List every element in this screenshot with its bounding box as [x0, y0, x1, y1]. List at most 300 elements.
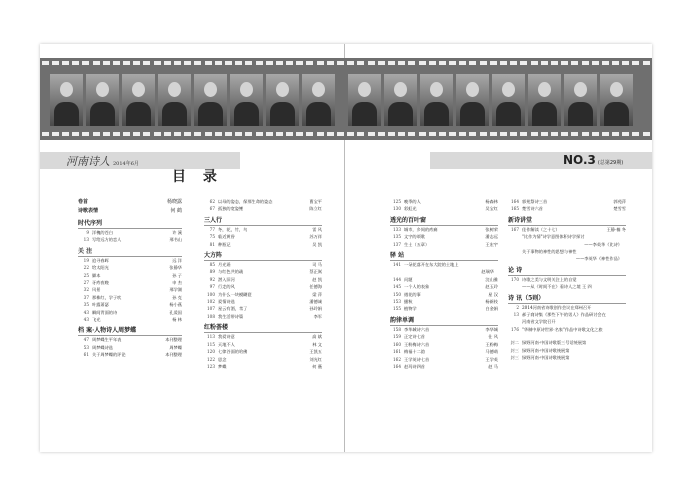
toc-author: 苏万祥: [309, 234, 322, 240]
film-holes-bottom: [40, 131, 652, 138]
sprocket-hole: [429, 61, 436, 65]
toc-author: 张树荣: [485, 226, 498, 232]
toc-author: 曹宝平: [309, 199, 322, 204]
toc-author: [606, 304, 626, 311]
masthead-date: 2014年6月: [113, 161, 139, 167]
toc-page-number: 2: [516, 304, 519, 310]
toc-page-number: 144: [393, 276, 401, 282]
sprocket-hole: [194, 132, 201, 136]
sprocket-hole: [225, 132, 232, 136]
sprocket-hole: [123, 61, 130, 65]
toc-author: 许 溪: [172, 230, 182, 235]
sprocket-hole: [317, 61, 324, 65]
toc-page-number: 122: [207, 356, 215, 362]
toc-entry: [508, 339, 626, 346]
sprocket-hole: [551, 61, 558, 65]
sprocket-hole: [368, 61, 375, 65]
sprocket-hole: [276, 132, 283, 136]
toc-page-number: 62: [209, 199, 215, 204]
toc-entry: [390, 283, 498, 290]
sprocket-hole: [612, 132, 619, 136]
sprocket-hole: [378, 61, 385, 65]
sprocket-hole: [398, 61, 405, 65]
toc-page-number: 160: [393, 341, 401, 347]
toc-page-number: 135: [393, 234, 401, 240]
toc-page-number: 67: [209, 206, 215, 212]
sprocket-hole: [632, 132, 639, 136]
sprocket-hole: [571, 132, 578, 136]
toc-entry-title: 郭苑祭诗三首: [522, 199, 548, 204]
sprocket-hole: [520, 132, 527, 136]
toc-section-heading: 新诗讲堂: [508, 216, 626, 226]
toc-author: 杨森林: [485, 199, 498, 204]
toc-page-number: 108: [207, 313, 215, 319]
sprocket-hole: [306, 132, 313, 136]
toc-section-heading: 论 诗: [508, 266, 626, 276]
toc-entry: [78, 351, 182, 358]
sprocket-hole: [520, 61, 527, 65]
issue-number: [563, 153, 623, 167]
toc-entry-title: 播秋: [404, 299, 413, 305]
portrait-photo: [230, 74, 263, 126]
sprocket-hole: [347, 61, 354, 65]
toc-page-number: 97: [209, 284, 215, 290]
toc-column-3: [390, 198, 498, 370]
toc-entry-title: 郝子商诗集《那些下午的男人》作品研讨会在: [522, 312, 606, 318]
sprocket-hole: [510, 61, 517, 65]
toc-entry-title: 关于周梦蝶的评论: [92, 352, 126, 358]
toc-page-number: 27: [83, 280, 89, 286]
sprocket-hole: [541, 61, 548, 65]
toc-author: 林 文: [312, 341, 322, 347]
toc-entry: [204, 268, 322, 275]
sprocket-hole: [235, 132, 242, 136]
toc-entry: [78, 286, 182, 293]
toc-subline: 关于事物的神性的思想与神性: [522, 249, 577, 255]
sprocket-hole: [490, 132, 497, 136]
toc-page-number: 75: [209, 234, 215, 240]
toc-entry: [204, 283, 322, 290]
sprocket-hole: [357, 61, 364, 65]
sprocket-hole: [276, 61, 283, 65]
toc-page-number: 封三: [510, 347, 519, 353]
sprocket-hole: [296, 132, 303, 136]
toc-entry: [204, 241, 322, 248]
sprocket-hole: [103, 132, 110, 136]
toc-entry-title: 城市，乡间的疼痛: [404, 226, 438, 232]
toc-entry-title: 风景: [92, 287, 101, 293]
toc-entry-title: 王学英诗七首: [404, 356, 430, 362]
toc-author: [478, 261, 498, 268]
toc-entry: [390, 298, 498, 305]
toc-entry-title: 王粉梅诗六首: [404, 341, 430, 347]
sprocket-hole: [439, 61, 446, 65]
toc-page-number: 120: [207, 349, 215, 355]
toc-entry: [390, 333, 498, 340]
toc-section-heading: 档 案·人物诗人周梦蝶: [78, 326, 182, 336]
sprocket-hole: [388, 61, 395, 65]
sprocket-hole: [72, 61, 79, 65]
toc-entry-title: 遇花的事: [404, 291, 421, 297]
sprocket-hole: [194, 61, 201, 65]
portrait-photo: [384, 74, 417, 126]
toc-entry-title: 正定诗七首: [404, 334, 425, 340]
toc-section-heading: 驿 站: [390, 251, 498, 261]
toc-author: 孙 子: [172, 272, 182, 278]
toc-feature-title: 卷首: [78, 199, 89, 205]
portrait-photo: [492, 74, 525, 126]
sprocket-hole: [205, 61, 212, 65]
toc-section-heading: 诗 讯（5则）: [508, 294, 626, 304]
sprocket-hole: [592, 132, 599, 136]
toc-entry: [204, 291, 322, 298]
toc-page-number: 92: [209, 276, 215, 282]
sprocket-hole: [439, 132, 446, 136]
toc-column-2: [204, 198, 322, 370]
toc-entry-title: 脚本: [92, 272, 101, 278]
toc-author: 吴宝红: [485, 206, 498, 212]
toc-page-number: 150: [393, 291, 401, 297]
toc-page-number: 133: [393, 226, 401, 232]
sprocket-hole: [551, 132, 558, 136]
toc-author: 马德萌: [485, 349, 498, 355]
toc-page-number: 35: [83, 302, 89, 308]
toc-author: 楚雪雪: [613, 206, 626, 212]
toc-author: 潘志远: [485, 234, 498, 240]
portrait-photo: [86, 74, 119, 126]
toc-entry-title: 绿野河南·中国诗歌统展第: [522, 355, 570, 361]
sprocket-hole: [500, 61, 507, 65]
toc-entry: [390, 363, 498, 370]
sprocket-hole: [205, 132, 212, 136]
toc-entry: [78, 344, 182, 351]
sprocket-hole: [571, 61, 578, 65]
toc-entry-title: 我爱诗意: [218, 334, 235, 340]
sprocket-hole: [225, 61, 232, 65]
toc-page-number: 153: [393, 299, 401, 305]
toc-author: 张静华: [169, 265, 182, 271]
toc-author: 赵玉玲: [485, 284, 498, 290]
toc-entry: [204, 233, 322, 240]
toc-author: 孙 克: [172, 294, 182, 300]
toc-entry-title: 梦蝶: [218, 363, 227, 369]
toc-subline: ——从《时间不在》看诗人之境 王 四: [522, 284, 592, 290]
toc-page-number: 43: [83, 309, 89, 315]
toc-author: [606, 311, 626, 318]
toc-entry: [390, 261, 498, 268]
toc-author: 任德海: [309, 284, 322, 290]
portrait-photo: [122, 74, 155, 126]
sprocket-hole: [266, 61, 273, 65]
sprocket-hole: [612, 61, 619, 65]
toc-entry: [390, 198, 498, 205]
toc-author: 杨晓露: [166, 199, 182, 205]
sprocket-hole: [93, 132, 100, 136]
toc-section-heading: 红粉荟楼: [204, 323, 322, 333]
toc-title: 目 录: [172, 169, 223, 185]
toc-page-number: 113: [207, 334, 215, 340]
portrait-photo: [50, 74, 83, 126]
toc-entry-title: 我生活带诗篇: [218, 313, 244, 319]
sprocket-hole: [622, 61, 629, 65]
toc-page-number: 19: [83, 257, 89, 263]
toc-entry: [508, 354, 626, 361]
toc-page-number: 43: [83, 317, 89, 323]
toc-entry-title: 冬，花，竹，鸟: [218, 226, 248, 232]
portrait-photo: [600, 74, 633, 126]
portrait-photo: [528, 74, 561, 126]
sprocket-hole: [469, 132, 476, 136]
sprocket-hole: [327, 132, 334, 136]
toc-entry: [204, 348, 322, 355]
sprocket-hole: [643, 61, 650, 65]
toc-entry: [390, 233, 498, 240]
toc-entry-title: 那株红，学子吠: [92, 294, 122, 300]
toc-author: 赵 马: [488, 363, 498, 369]
toc-entry: [508, 205, 626, 212]
toc-page-number: 13: [513, 312, 519, 318]
portrait-photo: [456, 74, 489, 126]
toc-author: 潘德诚: [309, 299, 322, 305]
toc-section-heading: 关 注: [78, 247, 182, 257]
toc-author: 本刊整理: [165, 352, 182, 358]
toc-page-number: 123: [207, 363, 215, 369]
toc-author: 王凯五: [309, 349, 322, 355]
sprocket-hole: [133, 132, 140, 136]
toc-page-number: 22: [83, 265, 89, 271]
toc-author: 何 鹤: [170, 208, 182, 214]
toc-author: 申 杰: [172, 280, 182, 286]
sprocket-hole: [531, 61, 538, 65]
toc-entry: [390, 241, 498, 248]
toc-entry-title: 叶露萧瑟: [92, 302, 109, 308]
toc-entry-title: 写给远方的恋人: [92, 237, 122, 243]
sprocket-hole: [174, 132, 181, 136]
toc-entry-title: 周梦蝶诗选: [92, 344, 113, 350]
toc-page-number: 89: [209, 269, 215, 275]
toc-entry: [390, 205, 498, 212]
toc-author: 吴 凯: [312, 241, 322, 247]
sprocket-hole: [347, 132, 354, 136]
toc-author: [606, 347, 626, 354]
toc-author: 孔爱国: [169, 309, 182, 315]
toc-column-4: [508, 198, 626, 362]
toc-entry: [508, 304, 626, 311]
toc-page-number: 165: [511, 206, 519, 212]
issue-no: NO.3: [563, 153, 596, 167]
sprocket-hole: [490, 61, 497, 65]
toc-entry-title: 问题: [404, 276, 413, 282]
sprocket-hole: [480, 61, 487, 65]
sprocket-hole: [296, 61, 303, 65]
sprocket-hole: [408, 61, 415, 65]
toc-page-number: 155: [393, 306, 401, 312]
toc-entry-title: 赵玛诗四首: [404, 363, 425, 369]
toc-entry: [78, 309, 182, 316]
toc-entry-title: 生土（五章）: [404, 241, 430, 247]
toc-entry-title: 牙疼夜晚: [92, 280, 109, 286]
sprocket-hole: [103, 61, 110, 65]
toc-page-number: 176: [511, 326, 519, 332]
sprocket-hole: [306, 61, 313, 65]
toc-section-heading: 透光的百叶窗: [390, 216, 498, 226]
toc-entry: [78, 272, 182, 279]
portrait-photo: [564, 74, 597, 126]
sprocket-hole: [398, 132, 405, 136]
sprocket-hole: [113, 132, 120, 136]
toc-section-heading: 三人行: [204, 216, 322, 226]
toc-page-number: 167: [511, 226, 519, 232]
toc-page-number: 158: [393, 326, 401, 332]
portrait-photo: [266, 74, 299, 126]
toc-page-number: 47: [83, 337, 89, 343]
sprocket-hole: [52, 132, 59, 136]
sprocket-hole: [184, 132, 191, 136]
toc-page-number: 164: [393, 363, 401, 369]
sprocket-hole: [561, 132, 568, 136]
toc-entry-title: 孤独的宽姿鲤: [218, 206, 244, 212]
toc-entry-title: 李华城诗六首: [404, 326, 430, 332]
sprocket-hole: [215, 132, 222, 136]
sprocket-hole: [62, 132, 69, 136]
toc-entry-title: 以母的姿态，保那生命的姿态: [218, 199, 273, 204]
sprocket-hole: [602, 132, 609, 136]
toc-page-number: 77: [209, 226, 215, 232]
toc-entry-title: 植物学: [404, 306, 417, 312]
toc-entry: [204, 298, 322, 305]
sprocket-hole: [632, 61, 639, 65]
toc-page-number: 100: [207, 291, 215, 297]
sprocket-hole: [368, 132, 375, 136]
sprocket-hole: [531, 132, 538, 136]
toc-entry: [508, 347, 626, 354]
sprocket-hole: [357, 132, 364, 136]
toc-subline: 赵瑞华: [481, 269, 494, 275]
toc-page-number: 137: [393, 241, 401, 247]
sprocket-hole: [388, 132, 395, 136]
toc-author: 刘光红: [309, 356, 322, 362]
portrait-photo: [348, 74, 381, 126]
toc-subline: ——李英华《比诗》: [584, 241, 622, 247]
toc-page-number: 141: [393, 262, 401, 268]
toc-page-number: 81: [209, 241, 215, 247]
toc-entry-title: 绿野河南·中国诗歌版三号话统展第: [522, 340, 587, 346]
toc-page-number: 37: [83, 294, 89, 300]
sprocket-hole: [235, 61, 242, 65]
toc-page-number: 145: [393, 284, 401, 290]
toc-entry-title: 一个人的表象: [404, 284, 430, 290]
toc-author: 王静·楠 冬: [606, 226, 626, 232]
toc-entry-title: "华制中原诗世界·名家"作品中诗歌文化之旅: [522, 326, 603, 332]
toc-author: [606, 354, 626, 361]
toc-section-heading: 韵律单调: [390, 316, 498, 326]
toc-entry-title: 洋槐的苍白: [92, 230, 113, 235]
toc-author: 远 洋: [172, 257, 182, 263]
toc-page-number: 9: [86, 230, 89, 235]
toc-entry: [390, 226, 498, 233]
toc-author: 浣山雅: [485, 276, 498, 282]
sprocket-hole: [327, 61, 334, 65]
sprocket-hole: [286, 132, 293, 136]
toc-entry-title: 给太阳光: [92, 265, 109, 271]
toc-entry-title: 梅福十二韵: [404, 349, 425, 355]
toc-entry-title: 文字的颂歌: [404, 234, 425, 240]
portrait-photo: [302, 74, 335, 126]
toc-author: 孙玲娟: [309, 306, 322, 312]
sprocket-hole: [419, 61, 426, 65]
toc-author: 仕 风: [488, 334, 498, 340]
toc-entry: [390, 276, 498, 283]
sprocket-hole: [93, 61, 100, 65]
toc-entry: [78, 294, 182, 301]
toc-author: 杨小燕: [169, 302, 182, 308]
sprocket-hole: [174, 61, 181, 65]
toc-entry: [204, 333, 322, 340]
toc-entry: [78, 257, 182, 264]
toc-entry-title: 彩虹光: [404, 206, 417, 212]
sprocket-hole: [500, 132, 507, 136]
portrait-photo: [194, 74, 227, 126]
toc-author: [606, 339, 626, 346]
toc-page-number: 25: [83, 272, 89, 278]
toc-entry-title: 种瓶记: [218, 241, 231, 247]
toc-entry: [78, 229, 182, 236]
sprocket-hole: [582, 132, 589, 136]
toc-author: [606, 326, 626, 333]
toc-entry: [204, 356, 322, 363]
toc-entry-title: 星云有酒，苇了: [218, 306, 248, 312]
masthead-name: 河南诗人: [66, 155, 110, 168]
sprocket-hole: [449, 61, 456, 65]
sprocket-hole: [143, 132, 150, 136]
toc-entry-title: 天地不人: [218, 341, 235, 347]
toc-author: 陈立红: [309, 206, 322, 212]
toc-entry: [78, 336, 182, 343]
toc-page-number: 封二: [510, 340, 519, 346]
sprocket-hole: [143, 61, 150, 65]
toc-entry-title: 月光谣: [218, 262, 231, 268]
toc-author: 周梦蝶: [169, 344, 182, 350]
toc-subline: "比作为情"诗学意图体积诗学探讨: [522, 234, 585, 240]
toc-entry-title: 行走的风: [218, 284, 235, 290]
sprocket-hole: [72, 132, 79, 136]
toc-page-number: 封三: [510, 355, 519, 361]
toc-page-number: 115: [207, 341, 215, 347]
sprocket-hole: [429, 132, 436, 136]
sprocket-hole: [541, 132, 548, 136]
sprocket-hole: [42, 132, 49, 136]
toc-page-number: 159: [393, 334, 401, 340]
toc-entry-title: 绿野河南·中国诗歌统展第: [522, 347, 570, 353]
sprocket-hole: [561, 61, 568, 65]
sprocket-hole: [42, 61, 49, 65]
toc-entry: [204, 341, 322, 348]
toc-entry: [508, 198, 626, 205]
toc-feature-row: [78, 207, 182, 216]
toc-author: [606, 276, 626, 283]
toc-page-number: 107: [207, 306, 215, 312]
toc-page-number: 170: [511, 276, 519, 282]
toc-entry-title: 晚季的人: [404, 199, 421, 204]
toc-author: 杨 林: [172, 317, 182, 323]
toc-column-1: [78, 198, 182, 359]
toc-entry: [78, 264, 182, 271]
toc-entry: [78, 279, 182, 286]
sprocket-hole: [184, 61, 191, 65]
toc-author: 星 汉: [488, 291, 498, 297]
toc-entry: [508, 326, 626, 333]
sprocket-hole: [123, 132, 130, 136]
